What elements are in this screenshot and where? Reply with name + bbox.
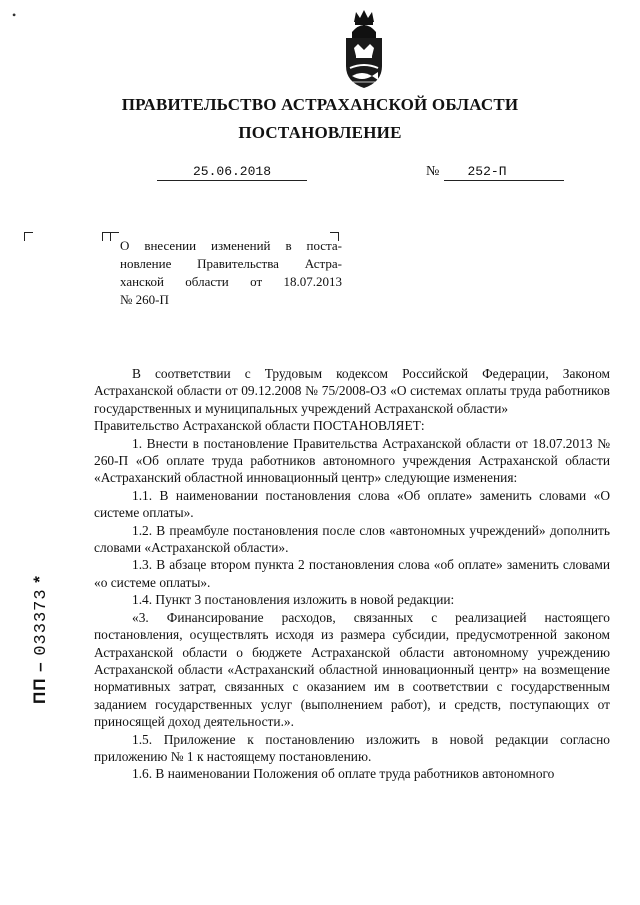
- coat-of-arms-icon: [336, 8, 392, 92]
- document-number: 252-П: [444, 164, 564, 181]
- clause-1-4: 1.4. Пункт 3 постановления изложить в новой редакции:: [132, 592, 455, 608]
- serial-stamp: [30, 575, 51, 704]
- left-margin-bracket: [24, 232, 33, 241]
- clause-1-3: 1.3. В абзаце втором пункта 2 постановления слова «об оплате» заменить словами «о системе оплаты».: [94, 557, 610, 590]
- clause-1-2: 1.2. В преамбуле постановления после слов «автономных учреждений» дополнить словами «Астраханской области».: [94, 522, 610, 556]
- clause-1-1: 1.1. В наименовании постановления слова «Об оплате» заменить словами «О системе оплаты».: [94, 487, 610, 521]
- subject-line: № 260-П: [120, 292, 169, 307]
- clause-3-new-text: «3. Финансирование расходов, связанных с реализацией настоящего постановления, осуществлять исходя из размера субсидии, предусмотренной законом Астраханской области о бюджете Астраханской области автономному учреждению Астраханской области «Астраханский областной инновационный центр» на возмещение нормативных затрат, связанных с оказанием им в соответствии с государственным заданием государственных услуг (выполнением работ), и средств, поступающих от приносящей доход деятельности.».: [94, 609, 610, 730]
- stamp-number: 033373: [32, 588, 51, 656]
- document-body: [94, 365, 610, 783]
- clause-1: 1. Внести в постановление Правительства Астраханской области от 18.07.2013 № 260-П «Об оплате труда работников автономного учреждения Астраханской области «Астраханский областной инновационный центр» следующие изменения:: [94, 435, 610, 486]
- document-date: 25.06.2018: [157, 164, 307, 181]
- organization-title: ПРАВИТЕЛЬСТВО АСТРАХАНСКОЙ ОБЛАСТИ: [121, 95, 519, 114]
- document-type-title: ПОСТАНОВЛЕНИЕ: [238, 123, 402, 142]
- number-sign: №: [426, 164, 440, 179]
- stamp-series: ПП –: [30, 661, 49, 704]
- subject-line: ханской области от 18.07.2013: [120, 274, 342, 289]
- subject-line: новление Правительства Астра-: [120, 256, 342, 271]
- clause-1-5: 1.5. Приложение к постановлению изложить в новой редакции согласно приложению № 1 к настоящему постановлению.: [94, 731, 610, 764]
- preamble-paragraph: В соответствии с Трудовым кодексом Российской Федерации, Законом Астраханской области от 09.12.2008 № 75/2008-ОЗ «О системах оплаты труда работников государственных и муниципальных учреждений Астраханской области»: [94, 366, 610, 416]
- resolution-line: Правительство Астраханской области ПОСТАНОВЛЯЕТ:: [94, 418, 425, 434]
- document-subject: [120, 237, 342, 309]
- subject-line: О внесении изменений в поста-: [120, 238, 342, 253]
- clause-1-6: 1.6. В наименовании Положения об оплате труда работников автономного: [132, 766, 555, 782]
- corner-mark: •: [12, 8, 17, 22]
- stamp-mark: *: [30, 575, 49, 583]
- subject-bracket-left-inner: [110, 232, 119, 241]
